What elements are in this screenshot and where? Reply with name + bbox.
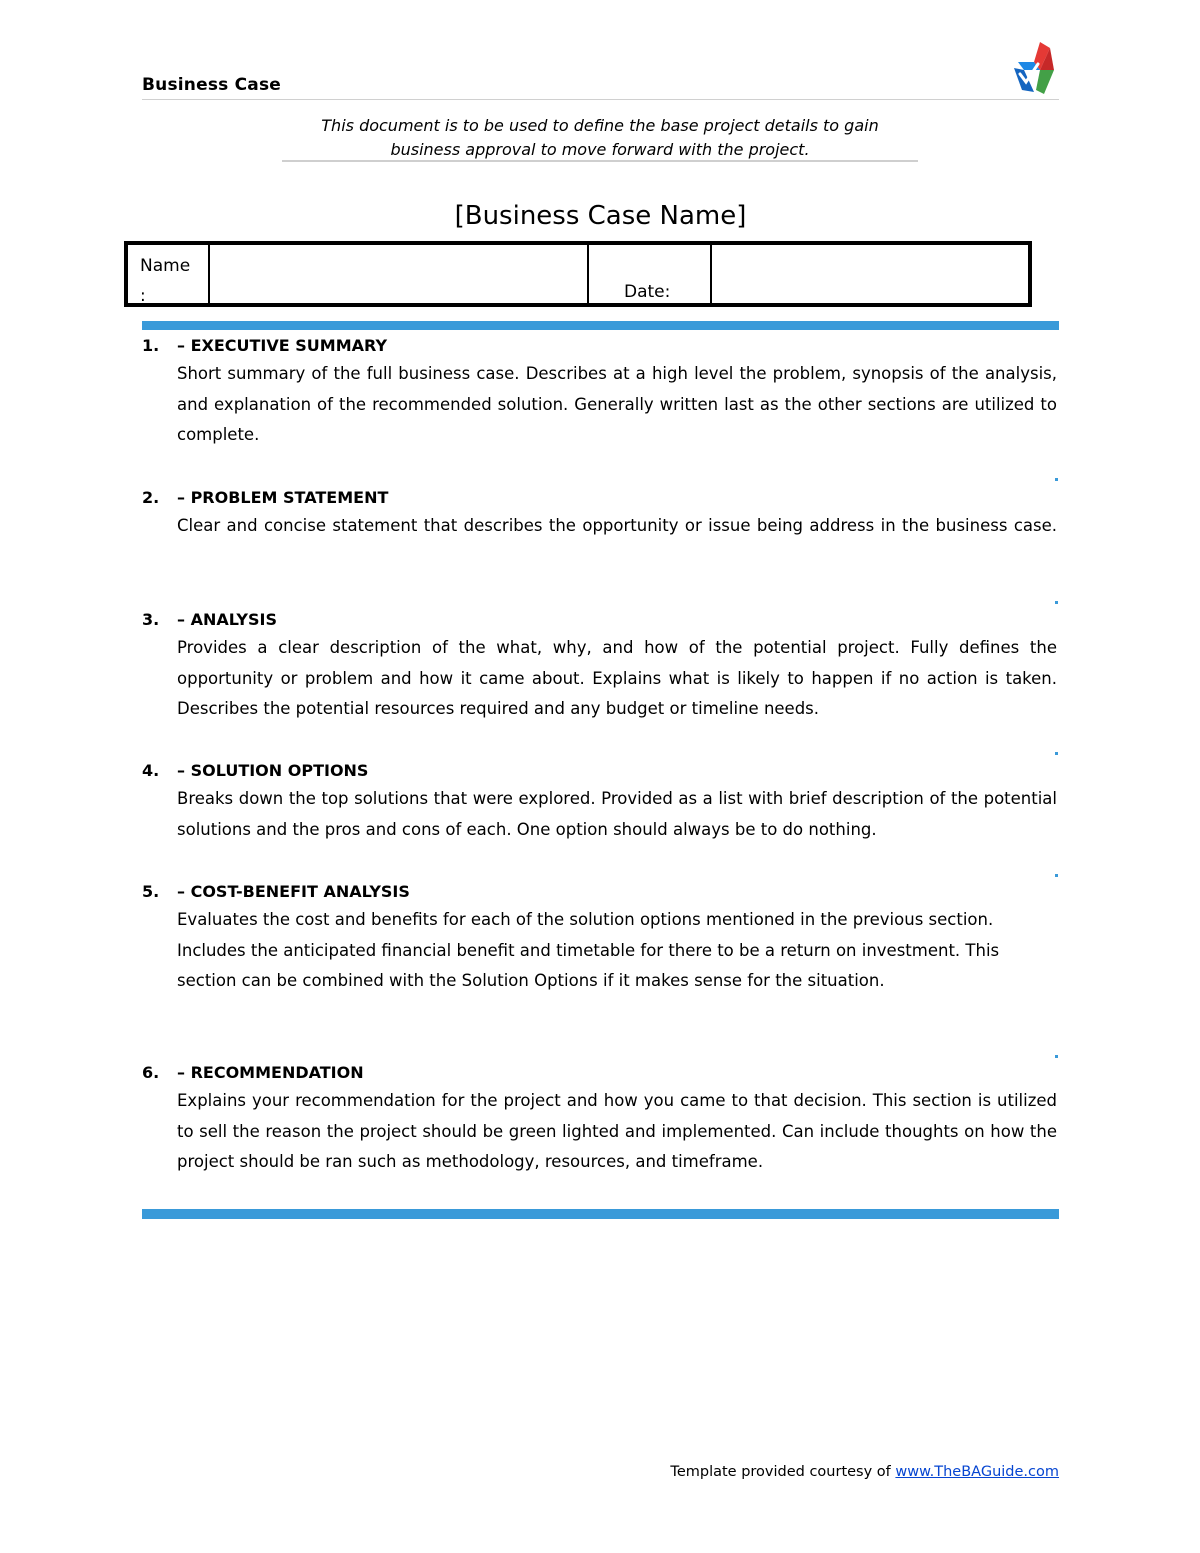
intro-divider [282,160,918,162]
date-label: Date: [624,282,671,302]
section-heading: – RECOMMENDATION [177,1063,364,1082]
intro-line-2: business approval to move forward with the project. [390,140,810,159]
paragraph-marker [1055,874,1058,877]
section-heading: – ANALYSIS [177,610,278,629]
section-number: 3. [142,610,160,629]
section-body: Evaluates the cost and benefits for each of the solution options mentioned in the previous section. Includes the anticipated financial benefit and timetable for there to be a return on investment. This section can be combined with the Solution Options if it makes sense for the situation. [177,910,1000,990]
section-number: 6. [142,1063,160,1082]
thebaguide-logo-icon [1010,40,1056,96]
table-divider [208,245,210,303]
name-label-line-1: Name [140,256,191,276]
paragraph-marker [1055,478,1058,481]
footer [560,1461,1059,1483]
section-number: 4. [142,761,160,780]
section-body: Short summary of the full business case. Describes at a high level the problem, synopsis of the analysis, and explanation of the recommended solution. Generally written last as the other sections are utilized to complete. [177,364,1057,444]
paragraph-marker [1055,752,1058,755]
section-heading: – SOLUTION OPTIONS [177,761,369,780]
date-field[interactable] [714,249,1024,299]
section-heading: – COST-BENEFIT ANALYSIS [177,882,410,901]
section-number: 5. [142,882,160,901]
section-body: Clear and concise statement that describes the opportunity or issue being address in the business case. [177,516,1057,535]
table-divider [587,245,589,303]
paragraph-marker [1055,1055,1058,1058]
intro-line-1: This document is to be used to define the base project details to gain [321,116,879,135]
footer-link[interactable]: www.TheBAGuide.com [895,1464,1059,1480]
name-label [140,251,200,311]
paragraph-marker [1055,601,1058,604]
footer-text: Template provided courtesy of [670,1464,896,1480]
bottom-blue-divider [142,1209,1059,1219]
section-number: 1. [142,336,160,355]
section-number: 2. [142,488,160,507]
section-heading: – PROBLEM STATEMENT [177,488,389,507]
section-body: Provides a clear description of the what, why, and how of the potential project. Fully defines the opportunity or problem and how it came about. Explains what is likely to happen if no action is taken. Describes the potential resources required and any budget or timeline needs. [177,638,1057,718]
top-blue-divider [142,321,1059,330]
header-title: Business Case [142,75,281,95]
section-body: Explains your recommendation for the project and how you came to that decision. This section is utilized to sell the reason the project should be green lighted and implemented. Can include thoughts on how the project should be ran such as methodology, resources, and timeframe. [177,1091,1057,1171]
name-label-line-2: : [140,286,146,306]
section-body: Breaks down the top solutions that were explored. Provided as a list with brief description of the potential solutions and the pros and cons of each. One option should always be to do nothing. [177,789,1057,839]
section-heading: – EXECUTIVE SUMMARY [177,336,388,355]
name-field[interactable] [212,249,582,299]
header-divider [142,99,1059,100]
table-divider [710,245,712,303]
intro-text [280,114,920,162]
document-title: [Business Case Name] [454,201,747,231]
name-date-table [124,241,1032,307]
